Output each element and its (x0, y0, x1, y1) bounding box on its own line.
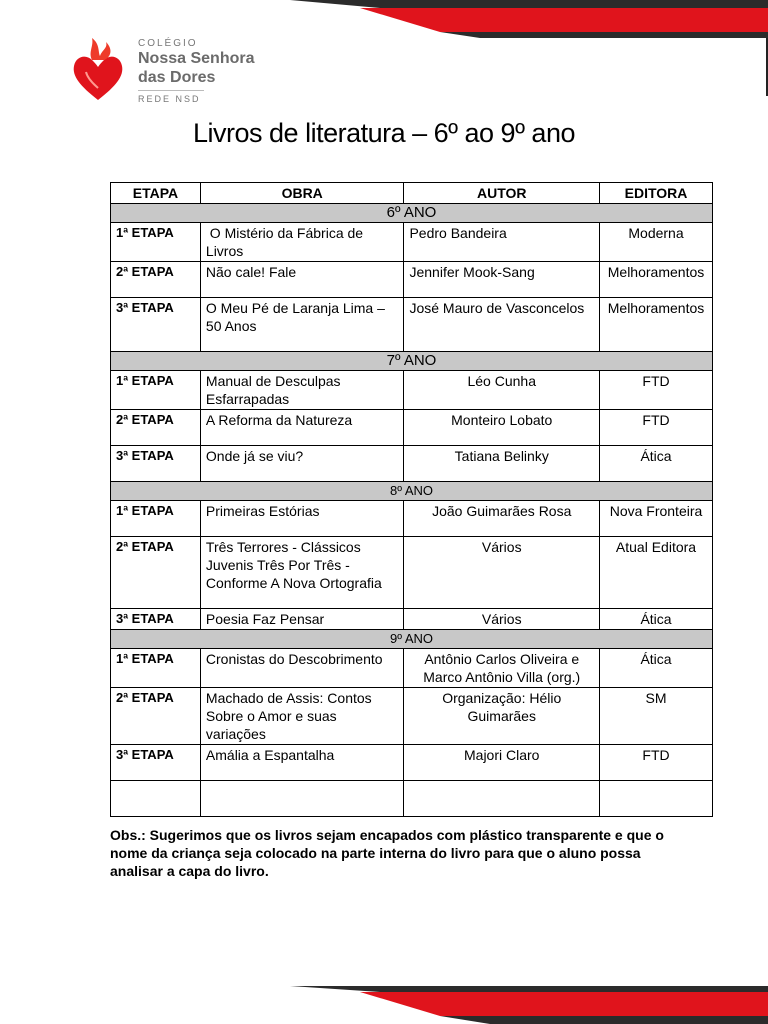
cell-autor: João Guimarães Rosa (404, 501, 600, 537)
cell-editora: SM (600, 688, 713, 745)
table-row (111, 609, 713, 630)
cell-autor: Organização: Hélio Guimarães (404, 688, 600, 745)
cell-obra: Primeiras Estórias (200, 501, 404, 537)
grade-label: 8º ANO (111, 482, 713, 501)
empty-row (111, 781, 713, 817)
table-row (111, 298, 713, 352)
cell-autor: Jennifer Mook-Sang (404, 262, 600, 298)
cell-obra: Não cale! Fale (200, 262, 404, 298)
cell-etapa: 1ª ETAPA (111, 501, 201, 537)
header-etapa: ETAPA (111, 183, 201, 204)
logo-network: REDE NSD (138, 90, 204, 104)
table-row (111, 501, 713, 537)
cell-etapa: 1ª ETAPA (111, 371, 201, 410)
cell-etapa: 2ª ETAPA (111, 688, 201, 745)
grade-row-9 (111, 630, 713, 649)
cell-obra: Onde já se viu? (200, 446, 404, 482)
heart-flame-icon (70, 34, 126, 104)
cell-editora: FTD (600, 745, 713, 781)
cell-autor: Monteiro Lobato (404, 410, 600, 446)
cell-obra: Machado de Assis: Contos Sobre o Amor e suas variações (200, 688, 404, 745)
header-obra: OBRA (200, 183, 404, 204)
cell-autor: Vários (404, 609, 600, 630)
cell-etapa: 2ª ETAPA (111, 537, 201, 609)
cell-etapa: 2ª ETAPA (111, 262, 201, 298)
observation-note: Obs.: Sugerimos que os livros sejam encapados com plástico transparente e que o nome da criança seja colocado na parte interna do livro para que o aluno possa analisar a capa do livro. (110, 827, 664, 879)
cell-autor: Vários (404, 537, 600, 609)
cell-autor: Tatiana Belinky (404, 446, 600, 482)
cell-obra: A Reforma da Natureza (200, 410, 404, 446)
cell-autor: Léo Cunha (404, 371, 600, 410)
cell-editora: FTD (600, 410, 713, 446)
table-row (111, 745, 713, 781)
cell-obra: Poesia Faz Pensar (200, 609, 404, 630)
cell-editora: Ática (600, 446, 713, 482)
cell-autor: José Mauro de Vasconcelos (404, 298, 600, 352)
cell-etapa: 3ª ETAPA (111, 609, 201, 630)
cell-obra: Manual de Desculpas Esfarrapadas (200, 371, 404, 410)
school-logo (70, 34, 270, 106)
grade-label: 9º ANO (111, 630, 713, 649)
cell-editora: Ática (600, 649, 713, 688)
empty-cell (404, 781, 600, 817)
grade-label: 6º ANO (111, 204, 713, 223)
cell-editora: Melhoramentos (600, 298, 713, 352)
table-row (111, 688, 713, 745)
cell-autor: Majori Claro (404, 745, 600, 781)
cell-editora: Atual Editora (600, 537, 713, 609)
cell-etapa: 3ª ETAPA (111, 298, 201, 352)
cell-etapa: 1ª ETAPA (111, 223, 201, 262)
books-table (110, 182, 713, 817)
empty-cell (200, 781, 404, 817)
cell-editora: Ática (600, 609, 713, 630)
cell-autor: Antônio Carlos Oliveira e Marco Antônio Villa (org.) (404, 649, 600, 688)
table-row (111, 262, 713, 298)
table-row (111, 649, 713, 688)
grade-row-6 (111, 204, 713, 223)
header-autor: AUTOR (404, 183, 600, 204)
grade-row-7 (111, 352, 713, 371)
cell-etapa: 2ª ETAPA (111, 410, 201, 446)
cell-autor: Pedro Bandeira (404, 223, 600, 262)
table-header-row (111, 183, 713, 204)
grade-row-8 (111, 482, 713, 501)
header-editora: EDITORA (600, 183, 713, 204)
cell-etapa: 3ª ETAPA (111, 745, 201, 781)
cell-editora: Melhoramentos (600, 262, 713, 298)
page-title: Livros de literatura – 6º ao 9º ano (193, 118, 575, 148)
footer-decor-band (290, 984, 768, 1024)
cell-obra: Amália a Espantalha (200, 745, 404, 781)
cell-obra: O Mistério da Fábrica de Livros (200, 223, 404, 262)
logo-colegio: COLÉGIO (138, 38, 198, 49)
cell-etapa: 1ª ETAPA (111, 649, 201, 688)
cell-editora: FTD (600, 371, 713, 410)
grade-label: 7º ANO (111, 352, 713, 371)
cell-etapa: 3ª ETAPA (111, 446, 201, 482)
cell-obra: Cronistas do Descobrimento (200, 649, 404, 688)
logo-text (138, 38, 254, 104)
table-row (111, 223, 713, 262)
table-row (111, 446, 713, 482)
cell-editora: Nova Fronteira (600, 501, 713, 537)
header-decor-band (290, 0, 768, 40)
table-row (111, 410, 713, 446)
logo-name-line1: Nossa Senhora (138, 50, 255, 67)
empty-cell (111, 781, 201, 817)
cell-obra: Três Terrores - Clássicos Juvenis Três Por Três - Conforme A Nova Ortografia (200, 537, 404, 609)
cell-editora: Moderna (600, 223, 713, 262)
empty-cell (600, 781, 713, 817)
logo-name-line2: das Dores (138, 69, 216, 86)
cell-obra: O Meu Pé de Laranja Lima – 50 Anos (200, 298, 404, 352)
table-row (111, 371, 713, 410)
table-row (111, 537, 713, 609)
